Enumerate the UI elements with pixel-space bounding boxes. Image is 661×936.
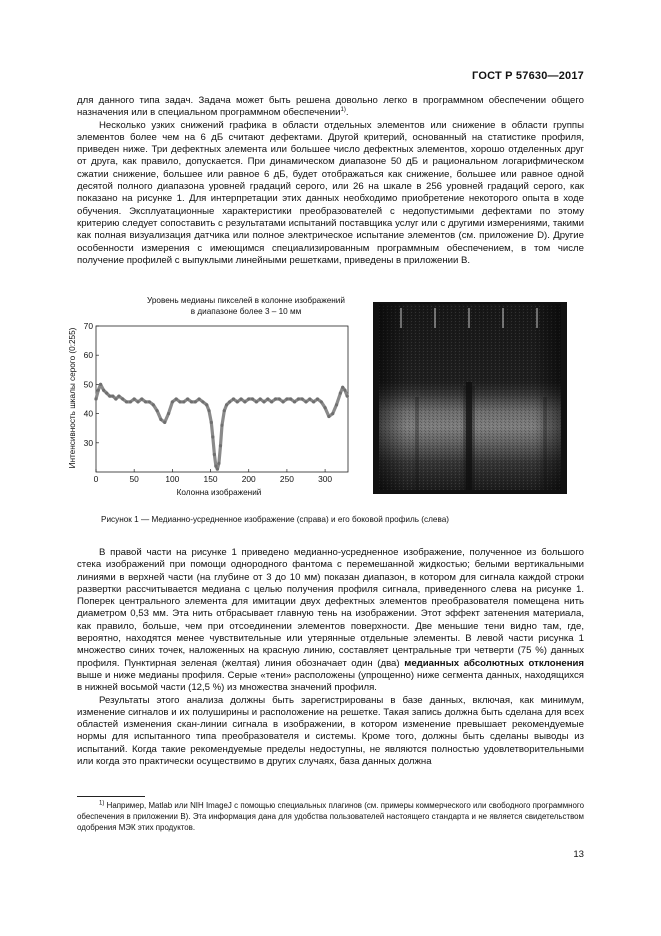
- data-point: [121, 397, 124, 400]
- data-point: [159, 418, 162, 421]
- data-point: [278, 397, 281, 400]
- footnote-ref: 1): [340, 107, 346, 114]
- y-axis-label: Интенсивность шкалы серого (0:255): [68, 327, 77, 469]
- data-point: [308, 397, 311, 400]
- data-point: [323, 406, 326, 409]
- data-point: [301, 397, 304, 400]
- data-point: [167, 412, 170, 415]
- data-point: [194, 400, 197, 403]
- data-point: [316, 397, 319, 400]
- paragraph-2: Несколько узких снижений графика в области отдельных элементов или снижение в области группы элементов более чем на 6 дБ считают дефектами. Другой критерий, основанный на статистике профиля, приведен ниже. Три дефектных элемента или большее число дефектных элементов, хорошо отделенных друг от друга, как правило, допускается. При динамическом диапазоне 50 дБ и рациональном логарифмическом сжатии снижение, большее или равное 6 дБ, будет отображаться как снижение, большее или равное одной десятой полного диапазона уровней градаций серого, или 26 на шкале в 256 уровней градаций серого, как показано на рисунке 1. Для интерпретации этих данных необходимо приобретение некоторого опыта в ходе обучения. Эксплуатационные характеристики преобразователей с недопустимыми дефектами по этому критерию следует сопоставить с результатами испытаний поставщика услуг или с другими измерениями, такими как полная визуализация датчика или полное электрическое испытание элементов (см. приложение D). Другие особенности измерения с имеющимся специализированным программным обеспечением, в том числе получение профилей с выпуклыми линейными решетками, приведены в приложении В.: [77, 119, 584, 266]
- body-text: [77, 547, 584, 768]
- data-point: [214, 465, 217, 468]
- bold-term: медианных абсолютных отклонения: [404, 657, 584, 669]
- footnote-marker: 1): [99, 800, 105, 807]
- data-point: [243, 400, 246, 403]
- x-tick-label: 200: [241, 474, 256, 484]
- footnote: $^{1)}$ Например, Matlab или NIH ImageJ с помощью специальных плагинов (см. примеры коммерческого или свободного программного обеспечения в приложении В). Эта информация дана для удобства пользователей настоящего стандарта и не является свидетельством одобрения МЭК этих продуктов.: [77, 800, 584, 833]
- data-point: [236, 400, 239, 403]
- data-point: [219, 444, 222, 447]
- data-point: [281, 400, 284, 403]
- data-point: [255, 400, 258, 403]
- data-point: [111, 394, 114, 397]
- data-point: [182, 400, 185, 403]
- data-point: [114, 397, 117, 400]
- data-point: [140, 397, 143, 400]
- data-point: [343, 389, 346, 392]
- data-point: [266, 397, 269, 400]
- y-tick-label: 30: [83, 437, 93, 448]
- paragraph-1: для данного типа задач. Задача может быть решена довольно легко в программном обеспечении общего назначения или в специальном программном обеспечении$^{1)}$.: [77, 95, 584, 119]
- data-point: [201, 400, 204, 403]
- figure-1: [66, 296, 584, 506]
- x-tick-label: 150: [203, 474, 218, 484]
- data-point: [285, 397, 288, 400]
- data-point: [211, 435, 214, 438]
- data-point: [163, 421, 166, 424]
- data-point: [259, 397, 262, 400]
- data-point: [105, 392, 108, 395]
- footnote-separator: [77, 796, 145, 797]
- profile-chart: [66, 296, 366, 506]
- data-point: [217, 462, 220, 465]
- data-point: [197, 397, 200, 400]
- data-point: [225, 403, 228, 406]
- data-point: [304, 400, 307, 403]
- x-tick-label: 100: [165, 474, 180, 484]
- data-point: [216, 467, 219, 470]
- data-point: [129, 400, 132, 403]
- data-point: [335, 403, 338, 406]
- data-point: [144, 400, 147, 403]
- plot-area: [84, 321, 349, 484]
- data-point: [136, 400, 139, 403]
- data-point: [171, 400, 174, 403]
- data-point: [220, 424, 223, 427]
- data-point: [207, 409, 210, 412]
- data-point: [341, 386, 344, 389]
- intro-text: [77, 95, 584, 267]
- data-point: [175, 397, 178, 400]
- page-number: 13: [573, 849, 584, 860]
- figure-caption: Рисунок 1 — Медианно-усредненное изображение (справа) и его боковой профиль (слева): [101, 515, 449, 524]
- data-point: [247, 397, 250, 400]
- paragraph-4: Результаты этого анализа должны быть зарегистрированы в базе данных, включая, как минимум, изменение сигналов и их полуширины и расположение на решетке. Такая запись должна быть сделана для всех областей изменения скан-линии сигнала в изображении, в котором изменение превышает рекомендуемые нормы для испытанного типа преобразователя и системы. Кроме того, должны быть сделаны выводы из испытаний. Когда такие рекомендуемые пределы недоступны, не являются полностью удовлетворительными или когда это практически осуществимо в других случаях, база данных должна: [77, 694, 584, 768]
- data-point: [213, 453, 216, 456]
- data-point: [228, 400, 231, 403]
- data-point: [274, 397, 277, 400]
- data-point: [339, 392, 342, 395]
- data-point: [133, 397, 136, 400]
- x-tick-label: 250: [279, 474, 294, 484]
- data-point: [190, 400, 193, 403]
- y-tick-label: 60: [83, 350, 93, 361]
- x-tick-label: 300: [318, 474, 333, 484]
- document-header: ГОСТ Р 57630—2017: [472, 70, 584, 82]
- data-point: [327, 415, 330, 418]
- data-point: [297, 397, 300, 400]
- data-point: [239, 397, 242, 400]
- x-tick-label: 0: [93, 474, 99, 484]
- x-axis-label: Колонна изображений: [176, 488, 262, 497]
- data-point: [152, 403, 155, 406]
- y-tick-label: 40: [83, 408, 93, 419]
- data-point: [94, 397, 97, 400]
- data-point: [262, 400, 265, 403]
- paragraph-3: В правой части на рисунке 1 приведено медианно-усредненное изображение, полученное из большого стека изображений при помощи однородного фантома с перемешанной жидкостью; белыми вертикальными линиями в верхней части (на глубине от 3 до 10 мм) показан диапазон, в котором для сигнала каждой строки развертки рассчитывается медиана с целью получения профиля сигнала, приведенного слева на рисунке 1. Поперек центрального элемента для имитации двух дефектных элементов преобразователя помещена нить диаметром 0,53 мм. Эта нить отбрасывает главную тень на изображении. Этот эффект затенения материала, как правило, больше, чем при отсоединении элементов поверхности. Две меньшие тени видно там, где, вероятно, находятся менее чувствительные или утерянные отдельные элементы. В левой части рисунка 1 множество синих точек, наложенных на красную линию, составляет центральные три четверти (75 %) данных профиля. Пунктирная зеленая (желтая) линия обозначает один (два) медианных абсолютных отклонения выше и ниже медианы профиля. Серые «тени» расположены (упрощенно) ниже сегмента данных, находящихся в нижней восьмой части (12,5 %) из множества значений профиля.: [77, 547, 584, 694]
- data-point: [210, 421, 213, 424]
- chart-title: Уровень медианы пикселей в колонне изображений в диапазоне более 3 – 10 мм: [147, 296, 345, 316]
- data-point: [99, 383, 102, 386]
- data-point: [117, 394, 120, 397]
- data-point: [102, 389, 105, 392]
- data-point: [293, 400, 296, 403]
- data-point: [108, 394, 111, 397]
- data-point: [155, 409, 158, 412]
- x-tick-label: 50: [129, 474, 139, 484]
- data-point: [312, 400, 315, 403]
- data-point: [97, 389, 100, 392]
- y-tick-label: 50: [83, 379, 93, 390]
- data-point: [270, 400, 273, 403]
- data-point: [289, 397, 292, 400]
- data-point: [178, 400, 181, 403]
- data-point: [232, 397, 235, 400]
- data-point: [331, 412, 334, 415]
- y-tick-label: 70: [83, 321, 93, 331]
- data-point: [148, 400, 151, 403]
- median-averaged-image: [373, 302, 567, 494]
- data-point: [186, 397, 189, 400]
- data-point: [223, 409, 226, 412]
- data-point: [125, 400, 128, 403]
- data-point: [251, 397, 254, 400]
- data-point: [320, 400, 323, 403]
- data-point: [205, 403, 208, 406]
- data-point: [346, 394, 349, 397]
